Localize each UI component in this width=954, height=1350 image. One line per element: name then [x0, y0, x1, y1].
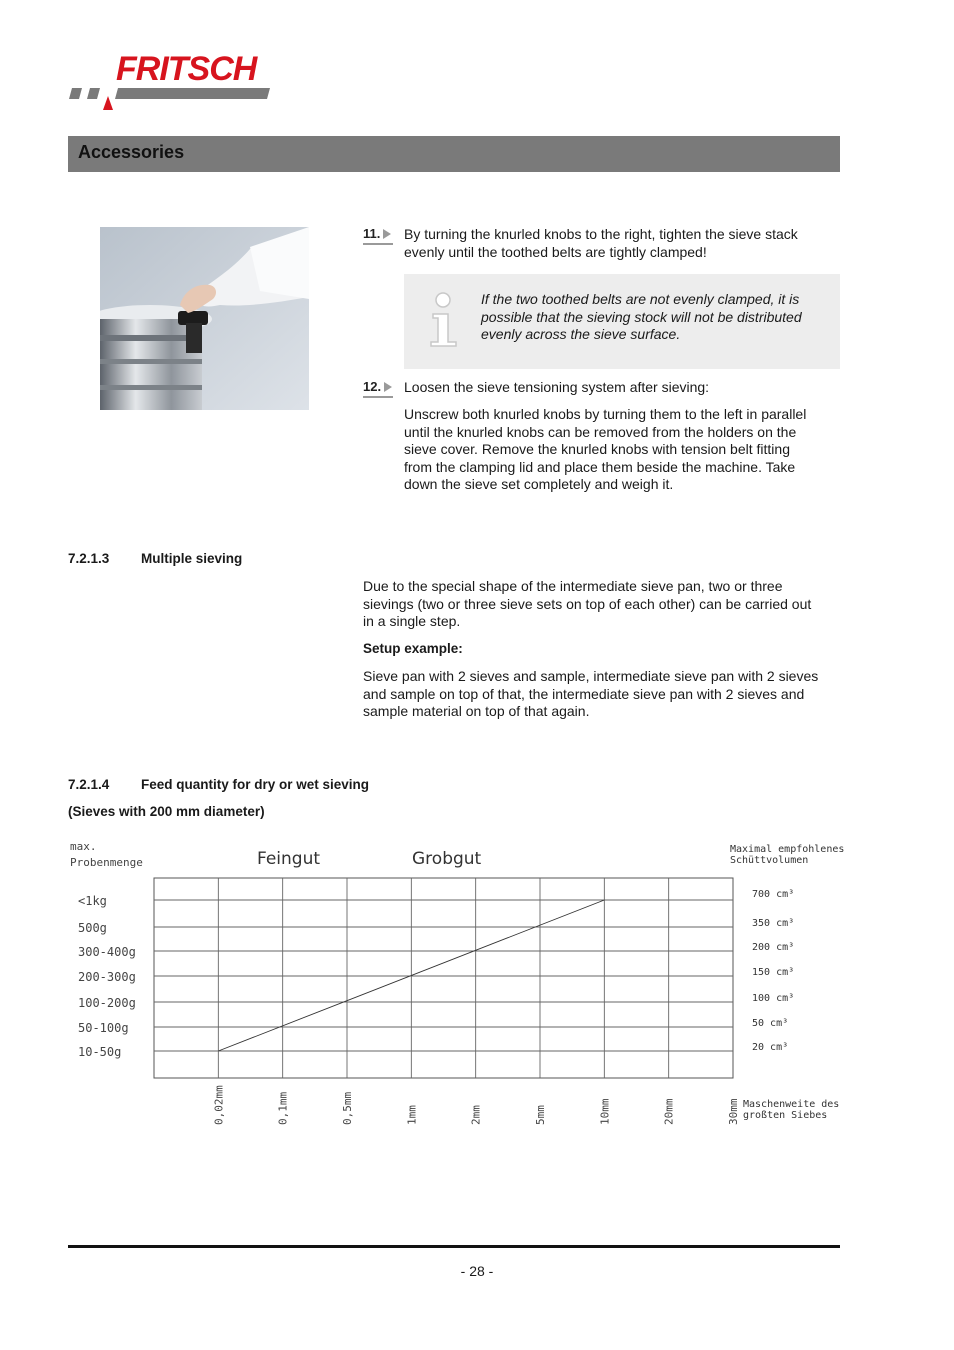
arrow-right-icon: [384, 382, 392, 392]
x-tick-label: 2mm: [469, 1105, 483, 1125]
section-title: Accessories: [78, 142, 185, 162]
hand-tightening-knob-image: [100, 227, 309, 410]
x-tick-label: 0,1mm: [276, 1091, 290, 1125]
y-left-label: 10-50g: [78, 1045, 122, 1059]
y-left-label: <1kg: [78, 894, 107, 908]
y-left-label: 100-200g: [78, 996, 136, 1010]
y-left-label: 500g: [78, 921, 107, 935]
y-left-label: 50-100g: [78, 1021, 129, 1035]
y-right-label: 50 cm³: [752, 1018, 789, 1029]
right-title: Schüttvolumen: [730, 855, 809, 866]
x-tick-label: 1mm: [405, 1105, 419, 1125]
y-left-label: 300-400g: [78, 945, 136, 959]
arrow-right-icon: [383, 229, 391, 239]
plot-frame: [154, 878, 733, 1078]
x-tick-label: 5mm: [534, 1105, 547, 1125]
x-tick-label: 10mm: [598, 1098, 612, 1125]
bottom-right-title: großten Siebes: [743, 1110, 828, 1121]
column-header: Grobgut: [412, 849, 482, 869]
step-text: Loosen the sieve tensioning system after sieving:: [404, 379, 710, 395]
section-number: 7.2.1.3: [68, 551, 110, 566]
x-tick-label: 0,02mm: [212, 1085, 226, 1125]
section-subtitle: (Sieves with 200 mm diameter): [68, 804, 265, 819]
note-text: If the two toothed belts are not evenly clamped, it is possible that the sieving stock will not be distributed evenly across the sieve surface.: [481, 291, 802, 343]
x-tick-label: 30mm: [727, 1098, 740, 1125]
logo-text: FRITSCH: [116, 50, 257, 88]
step-12-detail: Unscrew both knurled knobs by turning them to the left in parallel until the knurled knobs can be removed from the holders on the sieve cover. Remove the knurled knobs with tension belt fitting from the clamping lid and place them beside the machine. Take down the sieve set completely and weigh it.: [404, 406, 807, 493]
y-left-label: 200-300g: [78, 970, 136, 984]
setup-example-text: Sieve pan with 2 sieves and sample, intermediate sieve pan with 2 sieves and sample on top of that, the intermediate sieve pan with 2 sieves and sample material on top of that again.: [363, 668, 819, 720]
y-right-label: 100 cm³: [752, 993, 795, 1004]
setup-example-label: Setup example:: [363, 641, 463, 656]
step-underline: [363, 243, 393, 245]
x-tick-label: 0,5mm: [341, 1091, 354, 1125]
info-icon: [428, 292, 460, 348]
y-right-label: 150 cm³: [752, 967, 795, 978]
section-heading: Feed quantity for dry or wet sieving: [141, 777, 370, 792]
left-title: Probenmenge: [70, 856, 143, 869]
sieve-photo: [100, 227, 309, 410]
y-right-label: 350 cm³: [752, 918, 795, 929]
left-title: max.: [70, 840, 97, 853]
step-number: 12.: [363, 379, 392, 394]
multiple-sieving-intro: Due to the special shape of the intermediate sieve pan, two or three sievings (two or three sieve sets on top of each other) can be carried out in a single step.: [363, 578, 812, 630]
feed-quantity-chart: [60, 830, 850, 1130]
right-title: Maximal empfohlenes: [730, 844, 845, 855]
y-right-label: 20 cm³: [752, 1042, 789, 1053]
section-number: 7.2.1.4: [68, 777, 110, 792]
column-header: Feingut: [257, 849, 321, 869]
section-heading: Multiple sieving: [141, 551, 243, 566]
fritsch-logo: [66, 48, 286, 112]
footer-rule: [68, 1245, 840, 1248]
y-right-label: 200 cm³: [752, 942, 795, 953]
x-tick-label: 20mm: [662, 1098, 676, 1125]
y-right-label: 700 cm³: [752, 889, 795, 900]
step-text: By turning the knurled knobs to the right, tighten the sieve stack evenly until the toothed belts are tightly clamped!: [404, 226, 798, 260]
info-note: [404, 274, 840, 369]
section-header: [68, 136, 840, 172]
step-underline: [363, 396, 393, 398]
bottom-right-title: Maschenweite des: [743, 1099, 840, 1110]
step-number: 11.: [363, 226, 391, 241]
page-number: - 28 -: [460, 1263, 494, 1279]
